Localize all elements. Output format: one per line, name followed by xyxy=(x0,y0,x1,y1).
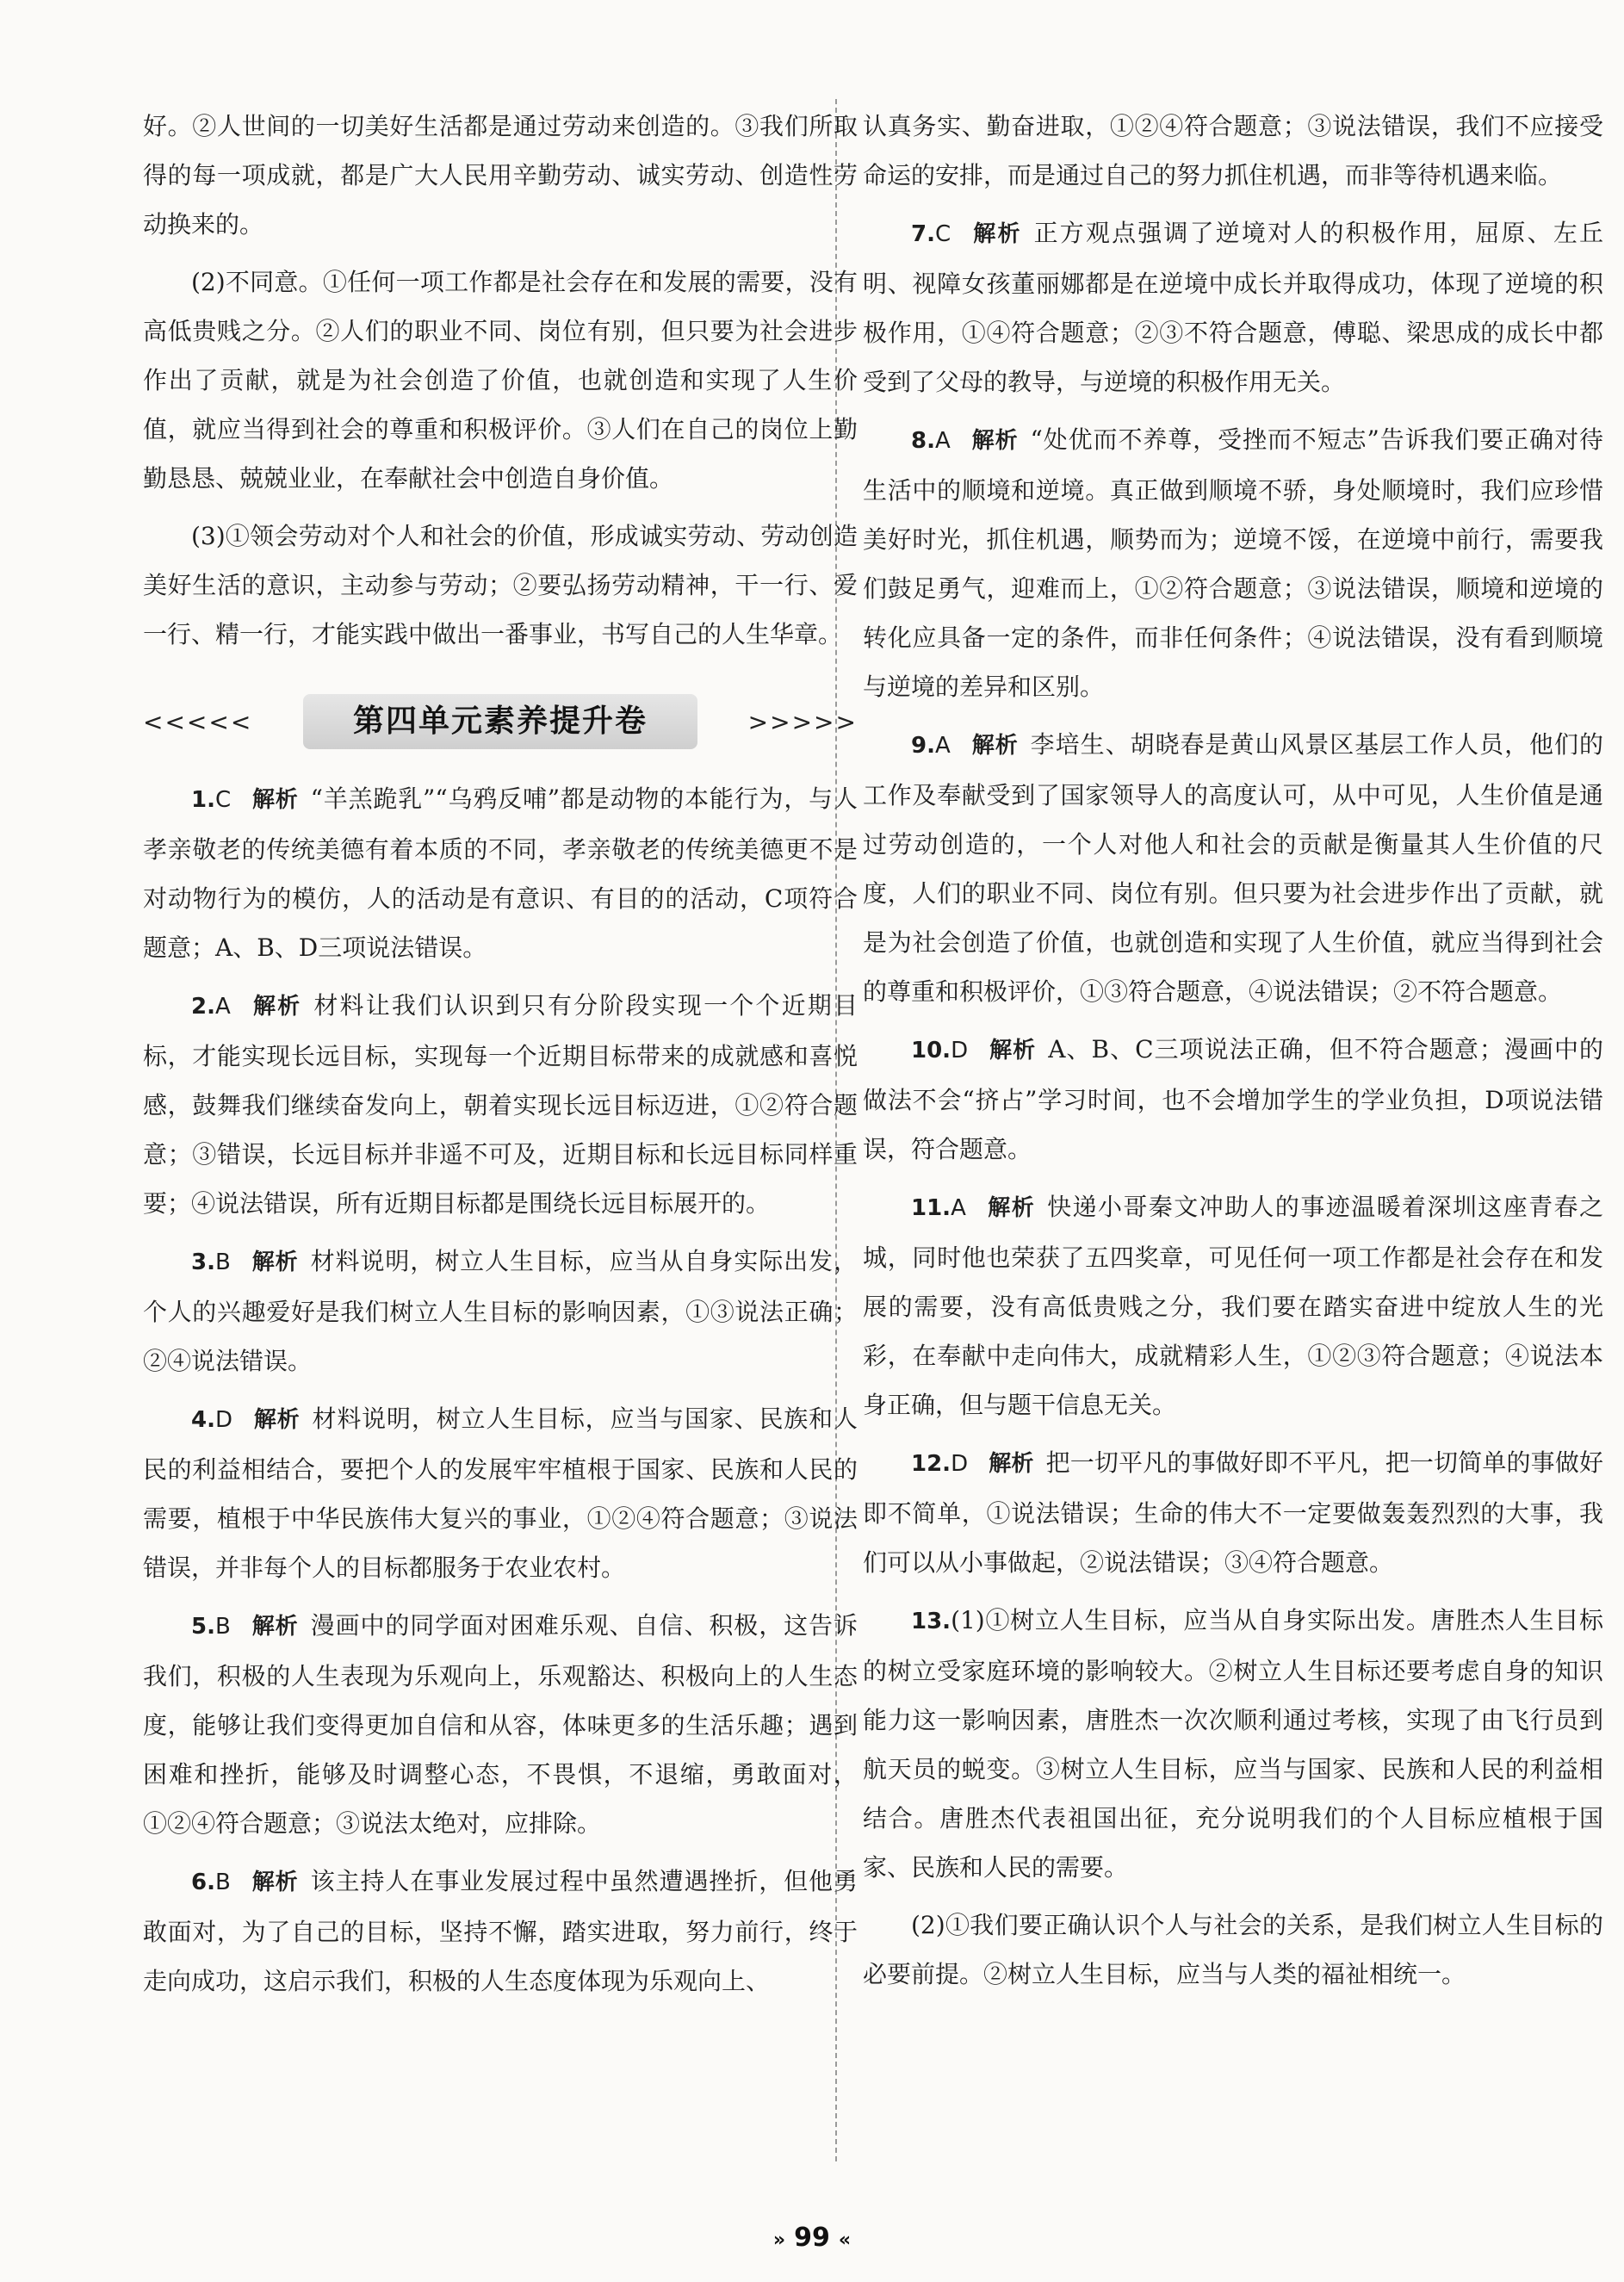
question-number: 2. xyxy=(191,994,215,1020)
analysis-label: 解析 xyxy=(251,1250,299,1275)
banner-right-arrows: >>>>> xyxy=(747,707,858,736)
question-item-9 xyxy=(863,720,1603,1016)
analysis-label: 解析 xyxy=(989,1038,1037,1063)
analysis-text: 快递小哥秦文冲助人的事迹温暖着深圳这座青春之城，同时他也荣获了五四奖章，可见任何一项工作都是社会存在和发展的需要，没有高低贵贱之分，我们要在踏实奋进中绽放人生的光彩，在奉献中走向伟大，成就精彩人生，①②③符合题意；④说法本身正确，但与题干信息无关。 xyxy=(863,1193,1603,1419)
analysis-text: 材料让我们认识到只有分阶段实现一个个近期目标，才能实现长远目标，实现每一个近期目标带来的成就感和喜悦感，鼓舞我们继续奋发向上，朝着实现长远目标迈进，①②符合题意；③错误，长远目标并非遥不可及，近期目标和长远目标同样重要；④说法错误，所有近期目标都是围绕长远目标展开的。 xyxy=(143,991,858,1218)
analysis-label: 解析 xyxy=(251,1614,299,1640)
question-number: 9. xyxy=(911,733,935,759)
question-item-10 xyxy=(863,1025,1603,1174)
question-number: 5. xyxy=(191,1614,215,1640)
question-number: 4. xyxy=(191,1407,215,1433)
analysis-label: 解析 xyxy=(253,1407,301,1433)
question-number: 3. xyxy=(191,1250,215,1275)
question-number: 12. xyxy=(911,1451,951,1477)
answer-letter: B xyxy=(214,1250,231,1275)
answer-part-2: (2)不同意。①任何一项工作都是社会存在和发展的需要，没有高低贵贱之分。②人们的职业不同、岗位有别，但只要为社会进步作出了贡献，就是为社会创造了价值，也就创造和实现了人生价值，就应当得到社会的尊重和积极评价。③人们在自己的岗位上勤勤恳恳、兢兢业业，在奉献社会中创造自身价值。 xyxy=(143,268,858,493)
question-number: 11. xyxy=(911,1195,951,1221)
answer-letter: A xyxy=(214,994,231,1020)
section-banner xyxy=(143,691,858,752)
analysis-label: 解析 xyxy=(251,787,299,813)
answer-letter: C xyxy=(934,221,951,247)
analysis-text: “羊羔跪乳”“乌鸦反哺”都是动物的本能行为，与人孝亲敬老的传统美德有着本质的不同，孝亲敬老的传统美德更不是对动物行为的模仿，人的活动是有意识、有目的的活动，C项符合题意；A、B、D三项说法错误。 xyxy=(143,784,858,962)
analysis-text: “处优而不养尊，受挫而不短志”告诉我们要正确对待生活中的顺境和逆境。真正做到顺境不骄，身处顺境时，我们应珍惜美好时光，抓住机遇，顺势而为；逆境不馁，在逆境中前行，需要我们鼓足勇气，迎难而上，①②符合题意；③说法错误，顺境和逆境的转化应具备一定的条件，而非任何条件；④说法错误，没有看到顺境与逆境的差异和区别。 xyxy=(863,425,1603,701)
analysis-text: 李培生、胡晓春是黄山风景区基层工作人员，他们的工作及奉献受到了国家领导人的高度认可，从中可见，人生价值是通过劳动创造的，一个人对他人和社会的贡献是衡量其人生价值的尺度，人们的职业不同、岗位有别。但只要为社会进步作出了贡献，就是为社会创造了价值，也就创造和实现了人生价值，就应当得到社会的尊重和积极评价，①③符合题意，④说法错误；②不符合题意。 xyxy=(863,730,1603,1006)
analysis-label: 解析 xyxy=(251,994,302,1020)
answer-letter: D xyxy=(951,1038,969,1063)
question-number: 13. xyxy=(911,1609,951,1634)
question-item-3 xyxy=(143,1237,858,1386)
page-footer xyxy=(0,2213,1624,2265)
analysis-label: 解析 xyxy=(986,1195,1036,1221)
question-item-11 xyxy=(863,1182,1603,1429)
question-number: 6. xyxy=(191,1870,215,1895)
answer-letter: D xyxy=(214,1407,232,1433)
question-item-13-part-1 xyxy=(863,1596,1603,1892)
analysis-text: A、B、C三项说法正确，但不符合题意；漫画中的做法不会“挤占”学习时间，也不会增加学生的学业负担，D项说法错误，符合题意。 xyxy=(863,1035,1603,1163)
question-number: 7. xyxy=(911,221,935,247)
answer-letter: D xyxy=(951,1451,969,1477)
page-number: 99 xyxy=(794,2223,830,2253)
analysis-text: 正方观点强调了逆境对人的积极作用，屈原、左丘明、视障女孩董丽娜都是在逆境中成长并取得成功，体现了逆境的积极作用，①④符合题意；②③不符合题意，傅聪、梁思成的成长中都受到了父母的教导，与逆境的积极作用无关。 xyxy=(863,219,1603,396)
analysis-label: 解析 xyxy=(970,733,1019,759)
question-item-13-part-2: (2)①我们要正确认识个人与社会的关系，是我们树立人生目标的必要前提。②树立人生目标，应当与人类的福祉相统一。 xyxy=(863,1911,1603,1988)
question-number: 8. xyxy=(911,428,935,454)
question-item-7 xyxy=(863,208,1603,406)
question-item-2 xyxy=(143,981,858,1228)
analysis-label: 解析 xyxy=(251,1870,299,1895)
analysis-text: 漫画中的同学面对困难乐观、自信、积极，这告诉我们，积极的人生表现为乐观向上，乐观豁达、积极向上的人生态度，能够让我们变得更加自信和从容，体味更多的生活乐趣；遇到困难和挫折，能够及时调整心态，不畏惧，不退缩，勇敢面对，①②④符合题意；③说法太绝对，应排除。 xyxy=(143,1611,858,1838)
answer-letter: C xyxy=(214,787,232,813)
banner-left-arrows: <<<<< xyxy=(143,707,253,736)
question-item-8 xyxy=(863,415,1603,711)
question-item-6 xyxy=(143,1857,858,2006)
answer-part-3: (3)①领会劳动对个人和社会的价值，形成诚实劳动、劳动创造美好生活的意识，主动参与劳动；②要弘扬劳动精神，干一行、爱一行、精一行，才能实践中做出一番事业，书写自己的人生华章。 xyxy=(143,522,858,648)
answer-letter: A xyxy=(951,1195,966,1221)
left-column xyxy=(143,102,858,2014)
analysis-label: 解析 xyxy=(989,1451,1034,1477)
question-number: 10. xyxy=(911,1038,951,1063)
question-number: 1. xyxy=(191,787,215,813)
analysis-text: 把一切平凡的事做好即不平凡，把一切简单的事做好即不简单，①说法错误；生命的伟大不一定要做轰轰烈烈的大事，我们可以从小事做起，②说法错误；③④符合题意。 xyxy=(863,1448,1603,1577)
answer-letter: A xyxy=(934,733,951,759)
question-item-4 xyxy=(143,1394,858,1592)
footer-right-mark: « xyxy=(838,2229,852,2251)
question-item-12 xyxy=(863,1438,1603,1587)
answer-letter: B xyxy=(214,1614,231,1640)
continuation-paragraph: 认真务实、勤奋进取，①②④符合题意；③说法错误，我们不应接受命运的安排，而是通过自己的努力抓住机遇，而非等待机遇来临。 xyxy=(863,112,1603,189)
analysis-text: 材料说明，树立人生目标，应当从自身实际出发，个人的兴趣爱好是我们树立人生目标的影响因素，①③说法正确；②④说法错误。 xyxy=(143,1247,858,1375)
intro-paragraph: 好。②人世间的一切美好生活都是通过劳动来创造的。③我们所取得的每一项成就，都是广大人民用辛勤劳动、诚实劳动、创造性劳动换来的。 xyxy=(143,112,858,239)
question-item-1 xyxy=(143,774,858,972)
answer-letter: B xyxy=(214,1870,231,1895)
footer-left-mark: » xyxy=(772,2229,786,2251)
analysis-label: 解析 xyxy=(970,428,1019,454)
answer-text: (1)①树立人生目标，应当从自身实际出发。唐胜杰人生目标的树立受家庭环境的影响较大。②树立人生目标还要考虑自身的知识能力这一影响因素，唐胜杰一次次顺利通过考核，实现了由飞行员到航天员的蜕变。③树立人生目标，应当与国家、民族和人民的利益相结合。唐胜杰代表祖国出征，充分说明我们的个人目标应植根于国家、民族和人民的需要。 xyxy=(863,1606,1603,1882)
analysis-text: 该主持人在事业发展过程中虽然遭遇挫折，但他勇敢面对，为了自己的目标，坚持不懈，踏实进取，努力前行，终于走向成功，这启示我们，积极的人生态度体现为乐观向上、 xyxy=(143,1867,858,1995)
analysis-text: 材料说明，树立人生目标，应当与国家、民族和人民的利益相结合，要把个人的发展牢牢植根于国家、民族和人民的需要，植根于中华民族伟大复兴的事业，①②④符合题意；③说法错误，并非每个人的目标都服务于农业农村。 xyxy=(143,1405,858,1582)
right-column xyxy=(863,102,1603,2007)
analysis-label: 解析 xyxy=(971,221,1022,247)
question-item-5 xyxy=(143,1601,858,1848)
section-title: 第四单元素养提升卷 xyxy=(303,694,697,749)
answer-letter: A xyxy=(934,428,951,454)
